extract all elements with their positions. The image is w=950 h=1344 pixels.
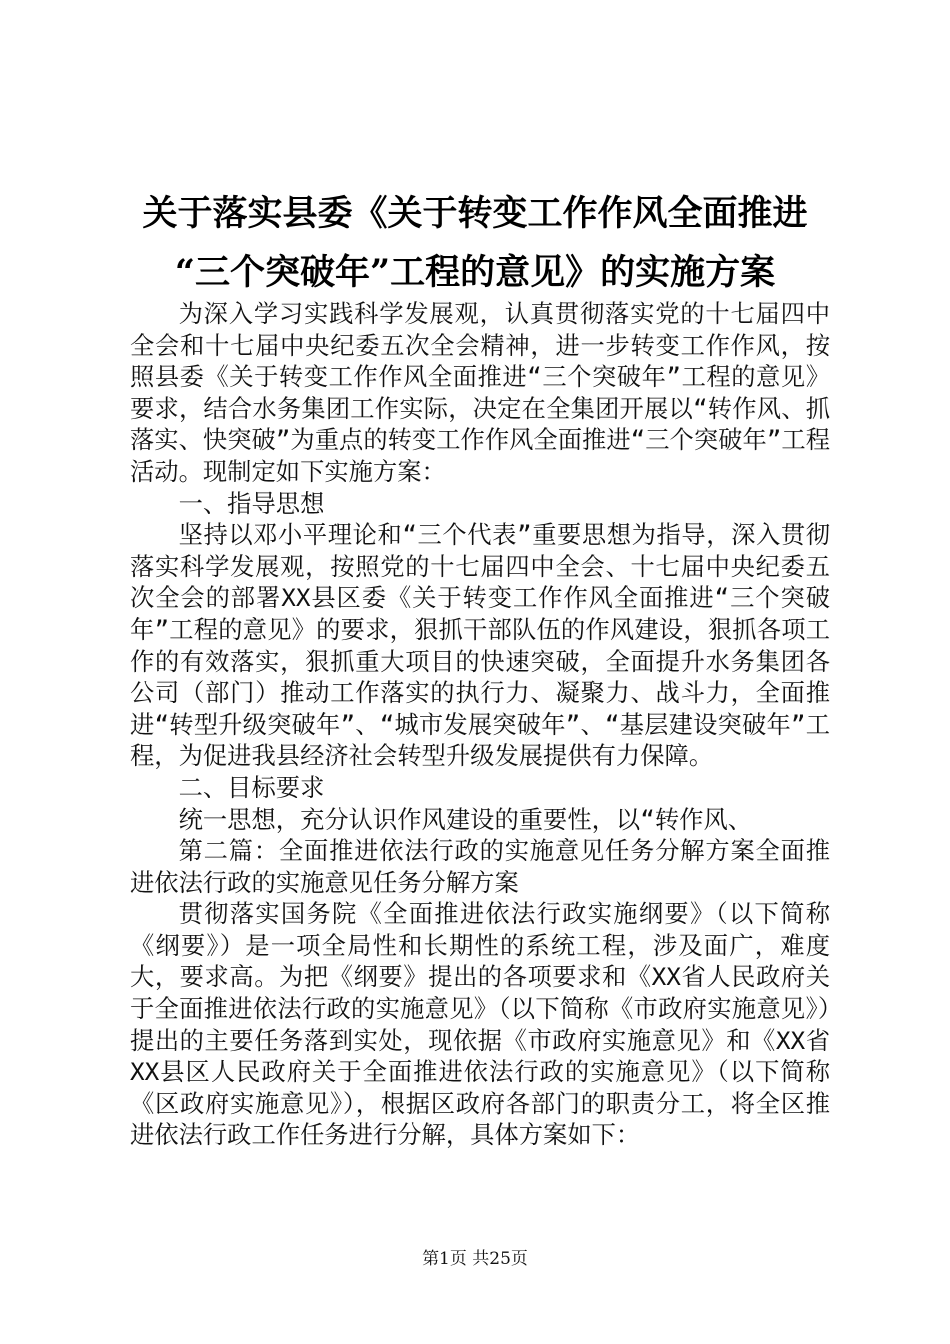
document-body xyxy=(130,298,830,1151)
section-heading-goals: 二、目标要求 xyxy=(178,772,325,802)
paragraph-intro: 为深入学习实践科学发展观，认真贯彻落实党的十七届四中全会和十七届中央纪委五次全会精神，进一步转变工作作风，按照县委《关于转变工作作风全面推进“三个突破年”工程的意见》要求，结合水务集团工作实际，决定在全集团开展以“转作风、抓落实、快突破”为重点的转变工作作风全面推进“三个突破年”工程活动。现制定如下实施方案： xyxy=(130,299,830,486)
document-title-line-1: 关于落实县委《关于转变工作作风全面推进 xyxy=(142,193,808,234)
section-heading-guiding-ideology: 一、指导思想 xyxy=(178,488,325,518)
document-title-line-2: “三个突破年”工程的意见》的实施方案 xyxy=(174,252,776,293)
page-number-footer: 第1页 共25页 xyxy=(422,1249,528,1269)
paragraph-guiding-ideology: 坚持以邓小平理论和“三个代表”重要思想为指导，深入贯彻落实科学发展观，按照党的十七届四中全会、十七届中央纪委五次全会的部署XX县区委《关于转变工作作风全面推进“三个突破年”工程的意见》的要求，狠抓干部队伍的作风建设，狠抓各项工作的有效落实，狠抓重大项目的快速突破，全面提升水务集团各公司（部门）推动工作落实的执行力、凝聚力、战斗力，全面推进“转型升级突破年”、“城市发展突破年”、“基层建设突破年”工程，为促进我县经济社会转型升级发展提供有力保障。 xyxy=(130,520,830,771)
paragraph-second-article-body: 贯彻落实国务院《全面推进依法行政实施纲要》（以下简称《纲要》）是一项全局性和长期性的系统工程，涉及面广，难度大，要求高。为把《纲要》提出的各项要求和《XX省人民政府关于全面推进依法行政的实施意见》（以下简称《市政府实施意见》）提出的主要任务落到实处，现依据《市政府实施意见》和《XX省XX县区人民政府关于全面推进依法行政的实施意见》（以下简称《区政府实施意见》），根据区政府各部门的职责分工，将全区推进依法行政工作任务进行分解，具体方案如下： xyxy=(130,899,830,1150)
paragraph-goals: 统一思想，充分认识作风建设的重要性，以“转作风、 xyxy=(178,804,753,834)
paragraph-second-article-title: 第二篇：全面推进依法行政的实施意见任务分解方案全面推进依法行政的实施意见任务分解方案 xyxy=(130,836,830,897)
